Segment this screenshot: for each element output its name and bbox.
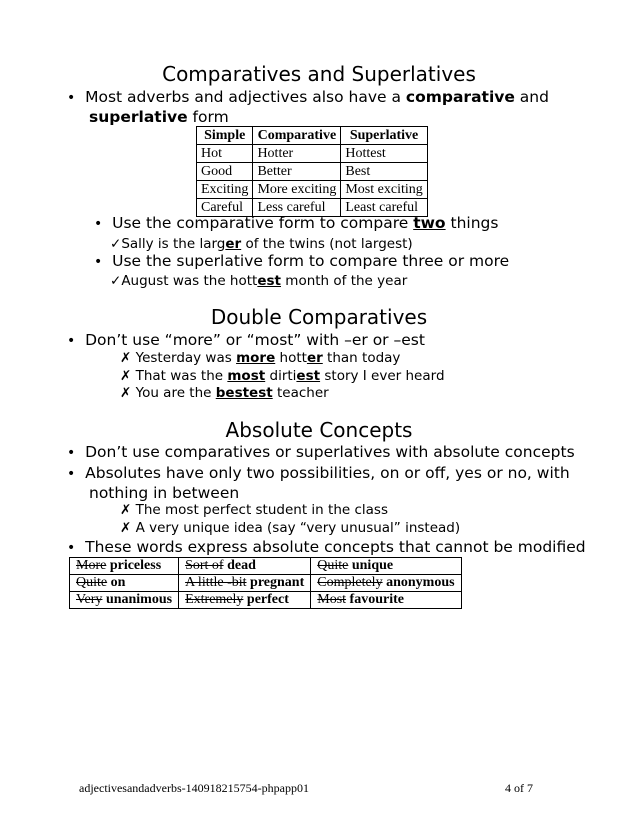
table-row <box>70 575 462 592</box>
table-cell: More exciting <box>253 181 341 199</box>
table-cell: Careful <box>197 199 253 217</box>
example-wrong-most-perfect: ✗ The most perfect student in the class <box>120 502 388 518</box>
bullet-comparative-intro-cont: superlative form <box>89 108 229 126</box>
bullet-dot: • <box>67 466 76 482</box>
check-icon: ✓ <box>110 273 122 289</box>
table-cell: Extremely perfect <box>179 592 311 609</box>
example-correct-hottest: ✓August was the hottest month of the year <box>110 273 408 289</box>
table-cell: Hottest <box>341 145 427 163</box>
comparison-table <box>196 126 428 217</box>
table-cell: Best <box>341 163 427 181</box>
table-cell: Hotter <box>253 145 341 163</box>
table-cell: Hot <box>197 145 253 163</box>
table-cell: Most favourite <box>311 592 461 609</box>
bullet-absolute-rule: • Don’t use comparatives or superlatives with absolute concepts <box>67 443 575 461</box>
table-cell: Better <box>253 163 341 181</box>
table-cell: A little -bit pregnant <box>179 575 311 592</box>
bullet-dot: • <box>67 90 76 106</box>
sub-bullet-comparative-two: • Use the comparative form to compare two things <box>94 214 499 232</box>
table-row <box>197 163 428 181</box>
cross-icon: ✗ <box>120 350 132 366</box>
page-number: 4 of 7 <box>505 781 533 795</box>
cross-icon: ✗ <box>120 368 132 384</box>
table-cell: Very unanimous <box>70 592 179 609</box>
bullet-dot: • <box>94 254 103 270</box>
cross-icon: ✗ <box>120 385 132 401</box>
table-cell: Good <box>197 163 253 181</box>
bullet-dot: • <box>67 540 76 556</box>
table-header: Simple <box>197 127 253 145</box>
bullet-double-comparatives: • Don’t use “more” or “most” with –er or –est <box>67 331 425 349</box>
sub-bullet-superlative: • Use the superlative form to compare three or more <box>94 252 510 270</box>
table-row <box>70 558 462 575</box>
table-row <box>70 592 462 609</box>
bullet-dot: • <box>67 445 76 461</box>
section-title-double-comparatives: Double Comparatives <box>210 305 428 329</box>
table-cell: Completely anonymous <box>311 575 461 592</box>
check-icon: ✓ <box>110 236 122 252</box>
example-wrong-hotter: ✗ Yesterday was more hotter than today <box>120 350 401 366</box>
bullet-comparative-intro: • Most adverbs and adjectives also have a comparative and <box>67 88 549 106</box>
table-cell: Exciting <box>197 181 253 199</box>
section-title-absolute-concepts: Absolute Concepts <box>225 418 413 442</box>
table-header: Comparative <box>253 127 341 145</box>
table-cell: Less careful <box>253 199 341 217</box>
footer-filename: adjectivesandadverbs-140918215754-phpapp01 <box>79 781 309 795</box>
bullet-absolutes-two-possibilities: • Absolutes have only two possibilities, on or off, yes or no, with <box>67 464 570 482</box>
cross-icon: ✗ <box>120 520 132 536</box>
example-wrong-dirtiest: ✗ That was the most dirtiest story I ever heard <box>120 368 445 384</box>
example-correct-larger: ✓Sally is the larger of the twins (not largest) <box>110 236 413 252</box>
example-wrong-very-unique: ✗ A very unique idea (say “very unusual” instead) <box>120 520 461 536</box>
table-row <box>197 181 428 199</box>
absolute-words-table <box>69 557 462 609</box>
bullet-absolute-words: • These words express absolute concepts that cannot be modified <box>67 538 586 556</box>
table-row <box>197 145 428 163</box>
table-cell: Most exciting <box>341 181 427 199</box>
table-cell: Quite on <box>70 575 179 592</box>
section-title-comparatives: Comparatives and Superlatives <box>162 62 476 86</box>
example-wrong-bestest: ✗ You are the bestest teacher <box>120 385 329 401</box>
table-cell: Least careful <box>341 199 427 217</box>
cross-icon: ✗ <box>120 502 132 518</box>
table-cell: More priceless <box>70 558 179 575</box>
bullet-absolutes-two-possibilities-cont: nothing in between <box>89 484 240 502</box>
bullet-dot: • <box>94 216 103 232</box>
table-cell: Quite unique <box>311 558 461 575</box>
table-cell: Sort of dead <box>179 558 311 575</box>
table-header: Superlative <box>341 127 427 145</box>
table-header-row <box>197 127 428 145</box>
bullet-dot: • <box>67 333 76 349</box>
